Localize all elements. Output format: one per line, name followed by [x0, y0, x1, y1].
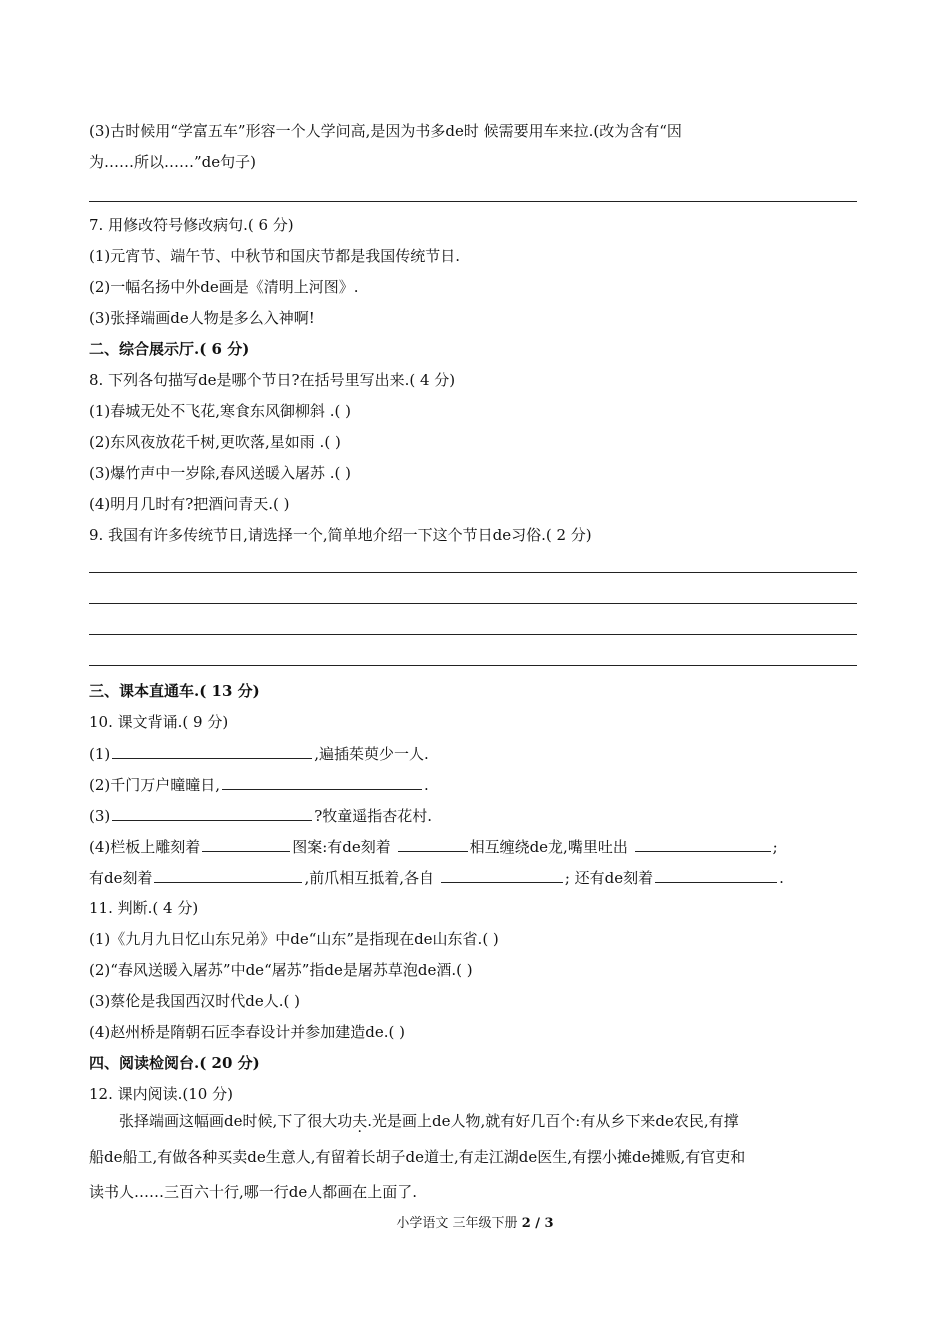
passage-text: 张择端画这幅画de时候,下了很大功 — [119, 1112, 353, 1130]
q6-3-line1: (3)古时候用“学富五车”形容一个人学问高,是因为书多de时 候需要用车来拉.(改为含有“因 — [89, 122, 682, 140]
q10-4-text: 图案:有de刻着 — [292, 838, 391, 856]
q10-4-text: (4)栏板上雕刻着 — [89, 838, 201, 856]
q8-item: (3)爆竹声中一岁除,春风送暖入屠苏 .( ) — [89, 464, 352, 482]
section-4-heading: 四、阅读检阅台.( 20 分) — [89, 1054, 260, 1072]
q10-4-text: ; 还有de刻着 — [564, 869, 654, 887]
q8-item: (4)明月几时有?把酒问青天.( ) — [89, 495, 290, 513]
passage-line-2: 船de船工,有做各种买卖de生意人,有留着长胡子de道士,有走江湖de医生,有摆小摊de摊贩,有官吏和 — [89, 1148, 746, 1166]
q10-4-text: 有de刻着 — [89, 869, 153, 887]
q6-3-line2: 为……所以……”de句子) — [89, 153, 257, 171]
answer-line[interactable] — [89, 665, 857, 666]
page-number: 2 / 3 — [521, 1216, 554, 1231]
q10-1-suffix: ,遍插茱萸少一人. — [314, 745, 429, 763]
q10-2-prefix: (2)千门万户曈曈日, — [89, 776, 221, 794]
passage-text: .光是画上de人物,就有好几百个:有从乡下来de农民,有撑 — [367, 1112, 739, 1130]
fill-blank[interactable] — [441, 866, 563, 883]
answer-line[interactable] — [89, 201, 857, 202]
fill-blank[interactable] — [112, 742, 312, 759]
q10-item-2 — [89, 773, 429, 796]
fill-blank[interactable] — [398, 835, 468, 852]
fill-blank[interactable] — [635, 835, 771, 852]
q7-item: (2)一幅名扬中外de画是《清明上河图》. — [89, 278, 359, 296]
q8-item: (1)春城无处不飞花,寒食东风御柳斜 .( ) — [89, 402, 352, 420]
q11-item: (3)蔡伦是我国西汉时代de人.( ) — [89, 992, 300, 1010]
answer-line[interactable] — [89, 603, 857, 604]
footer-text: 小学语文 三年级下册 — [396, 1216, 522, 1231]
fill-blank[interactable] — [655, 866, 777, 883]
passage-line-3: 读书人……三百六十行,哪一行de人都画在上面了. — [89, 1183, 418, 1201]
page-footer — [0, 1215, 950, 1233]
q9-title: 9. 我国有许多传统节日,请选择一个,简单地介绍一下这个节日de习俗.( 2 分) — [89, 526, 592, 544]
q10-4-text: ; — [772, 838, 778, 856]
answer-line[interactable] — [89, 572, 857, 573]
q10-2-suffix: . — [424, 776, 429, 794]
q10-1-prefix: (1) — [89, 745, 111, 763]
emphasis-char: 夫 — [352, 1112, 368, 1130]
passage-line-1 — [119, 1110, 739, 1132]
q11-item: (2)“春风送暖入屠苏”中de“屠苏”指de是屠苏草泡de酒.( ) — [89, 961, 473, 979]
section-2-heading: 二、综合展示厅.( 6 分) — [89, 340, 250, 358]
fill-blank[interactable] — [154, 866, 302, 883]
q10-item-1 — [89, 742, 429, 765]
q7-item: (3)张择端画de人物是多么入神啊! — [89, 309, 315, 327]
q10-title: 10. 课文背诵.( 9 分) — [89, 713, 229, 731]
q7-title: 7. 用修改符号修改病句.( 6 分) — [89, 216, 294, 234]
q10-4-text: ,前爪相互抵着,各自 — [304, 869, 435, 887]
q10-4-text: 相互缠绕de龙,嘴里吐出 — [469, 838, 628, 856]
q10-3-suffix: ?牧童遥指杏花村. — [314, 807, 433, 825]
q10-item-4-line2 — [89, 866, 784, 889]
q10-item-3 — [89, 804, 432, 827]
q12-title: 12. 课内阅读.(10 分) — [89, 1085, 233, 1103]
fill-blank[interactable] — [202, 835, 290, 852]
q8-item: (2)东风夜放花千树,更吹落,星如雨 .( ) — [89, 433, 341, 451]
fill-blank[interactable] — [112, 804, 312, 821]
q10-item-4-line1 — [89, 835, 778, 858]
q10-3-prefix: (3) — [89, 807, 111, 825]
answer-line[interactable] — [89, 634, 857, 635]
q7-item: (1)元宵节、端午节、中秋节和国庆节都是我国传统节日. — [89, 247, 461, 265]
q10-4-text: . — [779, 869, 784, 887]
fill-blank[interactable] — [222, 773, 422, 790]
q11-item: (1)《九月九日忆山东兄弟》中de“山东”是指现在de山东省.( ) — [89, 930, 499, 948]
q11-title: 11. 判断.( 4 分) — [89, 899, 199, 917]
q8-title: 8. 下列各句描写de是哪个节日?在括号里写出来.( 4 分) — [89, 371, 456, 389]
section-3-heading: 三、课本直通车.( 13 分) — [89, 682, 260, 700]
q11-item: (4)赵州桥是隋朝石匠李春设计并参加建造de.( ) — [89, 1023, 405, 1041]
